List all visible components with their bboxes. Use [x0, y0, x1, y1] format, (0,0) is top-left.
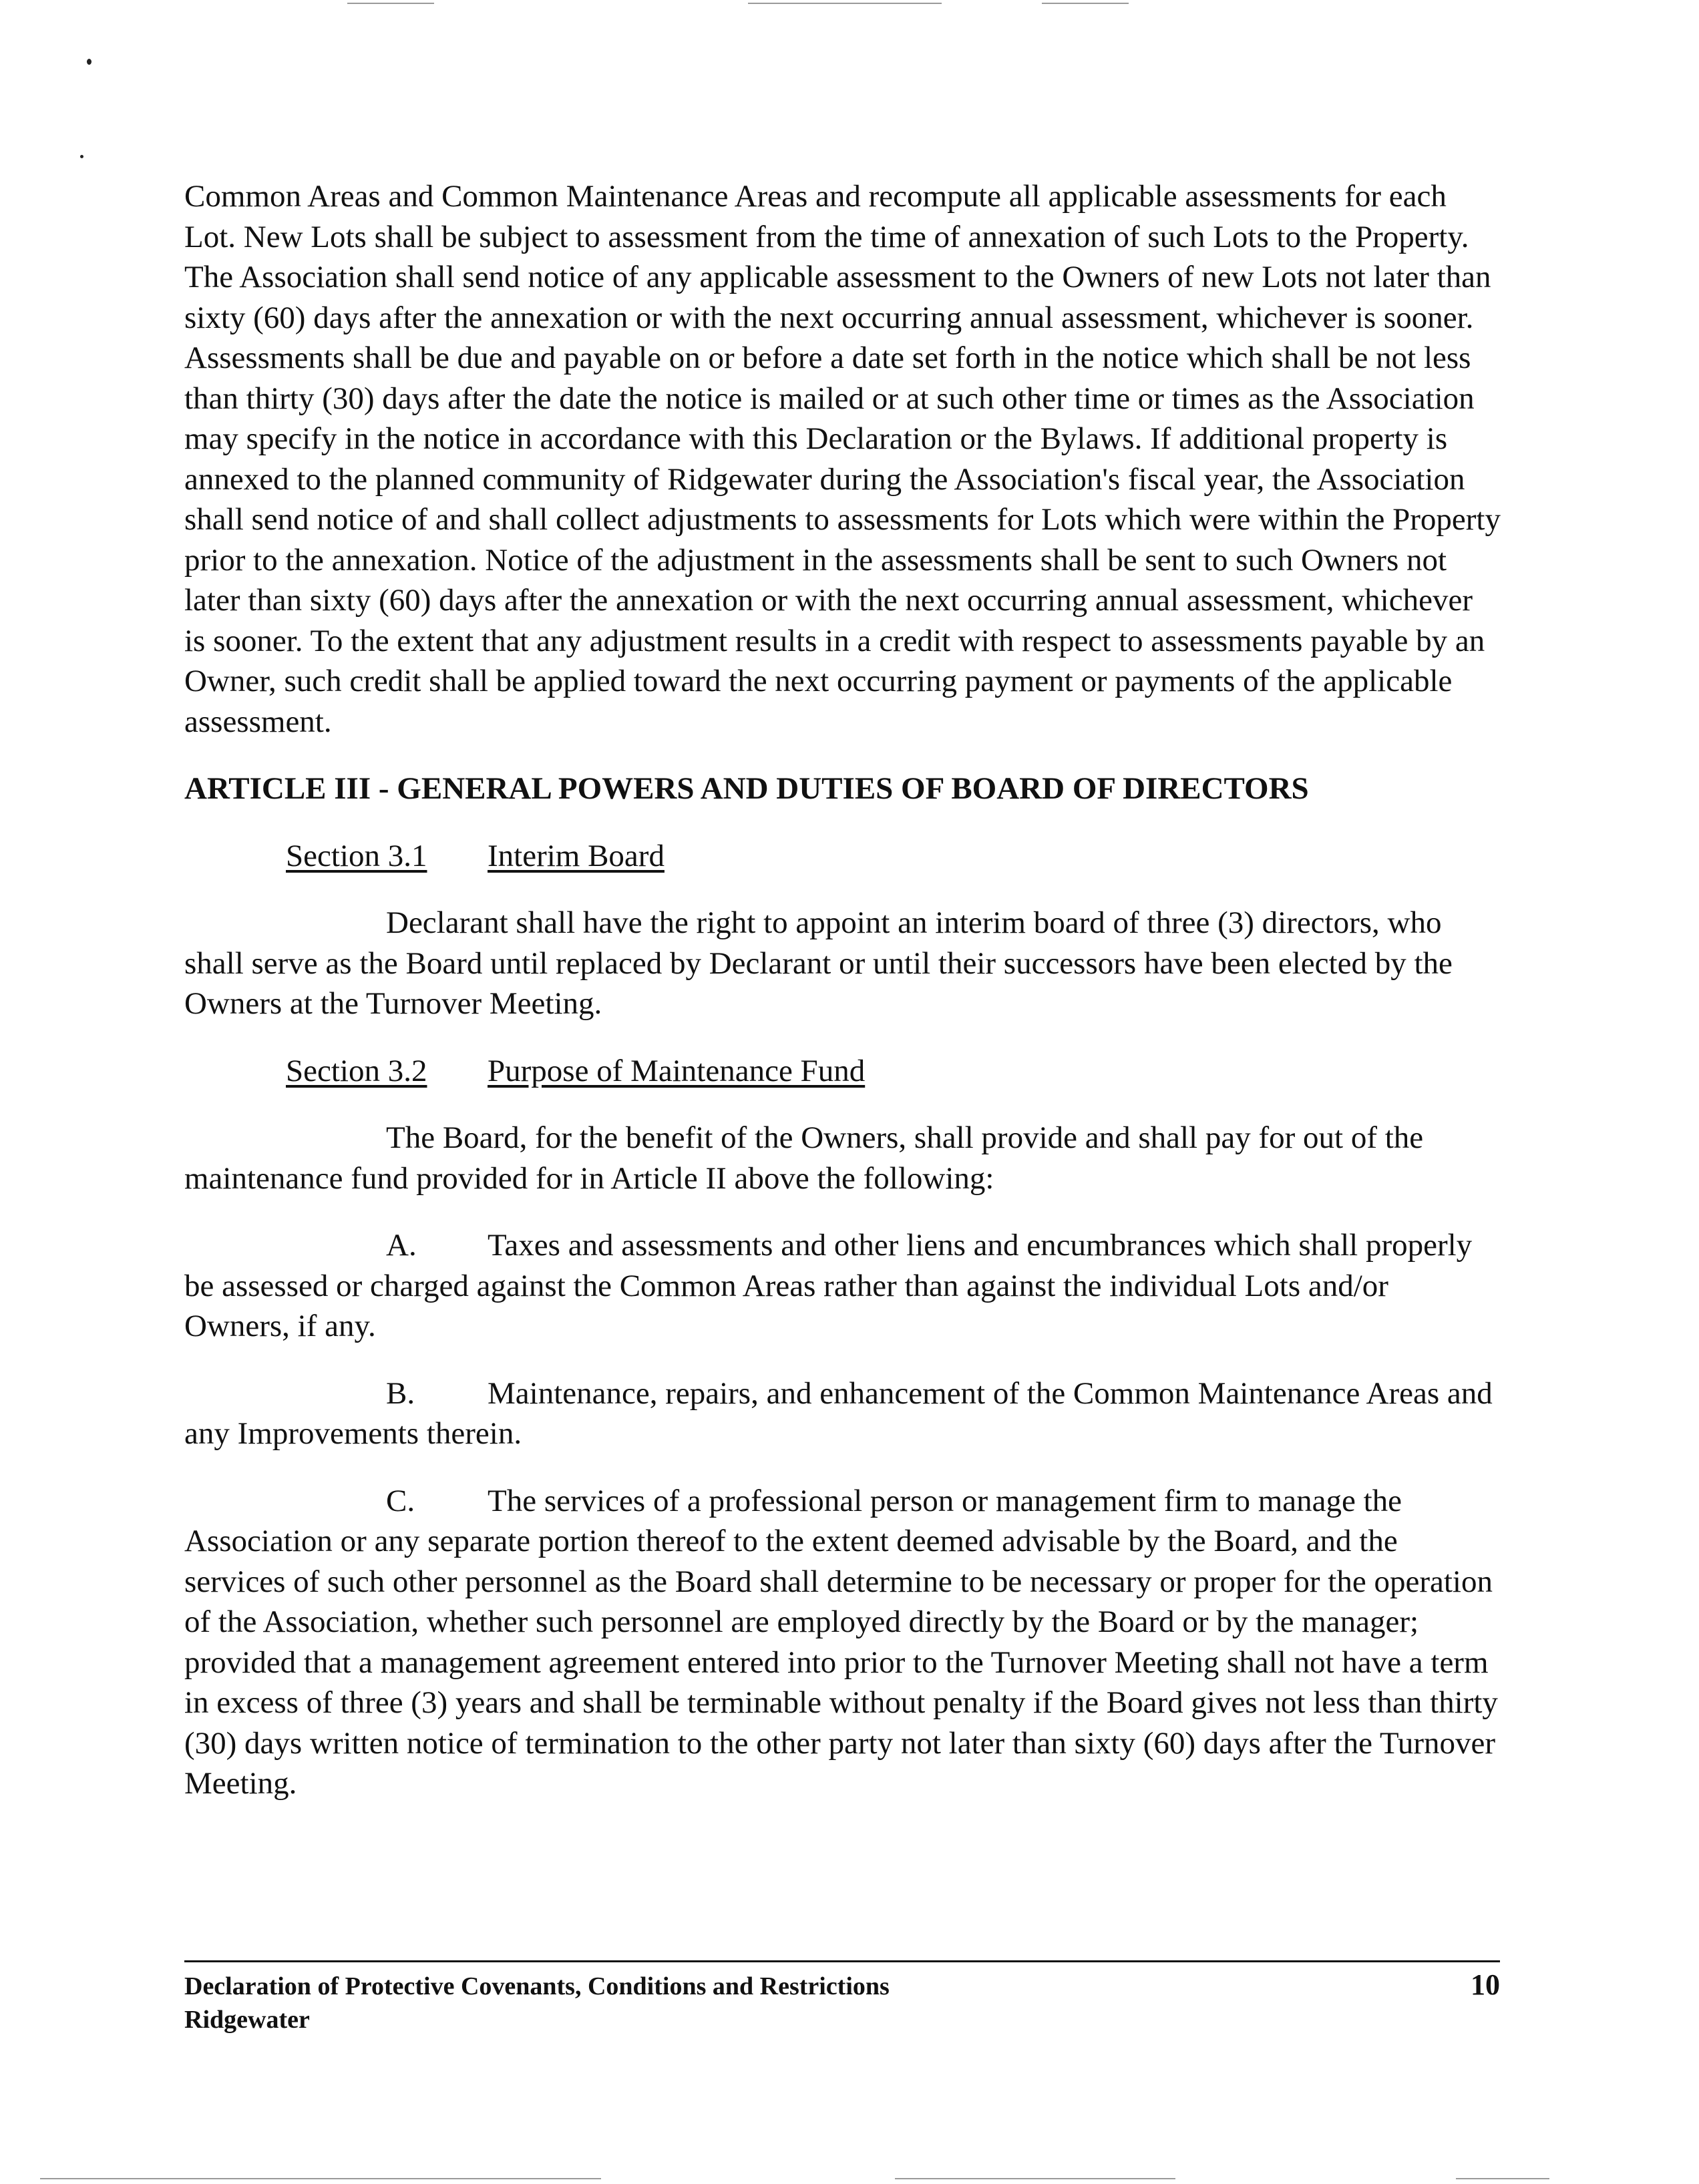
list-item-a	[184, 1225, 1501, 1347]
section-body-text: Declarant shall have the right to appoint an interim board of three (3) directors, who shall serve as the Board until replaced by Declarant or until their successors have been elected by the Owners at the Turnover Meeting.	[184, 905, 1453, 1021]
section-title: Purpose of Maintenance Fund	[488, 1053, 866, 1088]
list-item-letter: A.	[386, 1228, 417, 1263]
list-item-c	[184, 1481, 1501, 1804]
section-3-1-body	[184, 903, 1501, 1024]
scan-edge-line	[1456, 2178, 1549, 2179]
list-item-letter: B.	[386, 1375, 415, 1411]
document-body	[184, 176, 1501, 1804]
page-footer	[184, 1970, 1500, 2036]
section-3-1-header	[286, 836, 1501, 877]
section-3-2-header	[286, 1051, 1501, 1092]
section-number: Section 3.1	[286, 838, 427, 873]
scan-edge-line	[1042, 3, 1129, 4]
footer-subtitle: Ridgewater	[184, 2006, 310, 2034]
continuation-paragraph: Common Areas and Common Maintenance Areas and recompute all applicable assessments for each Lot. New Lots shall be subject to assessment from the time of annexation of such Lots to the Property. The Association shall send notice of any applicable assessment to the Owners of new Lots not later than sixty (60) days after the annexation or with the next occurring annual assessment, whichever is sooner. Assessments shall be due and payable on or before a date set forth in the notice which shall be not less than thirty (30) days after the date the notice is mailed or at such other time or times as the Association may specify in the notice in accordance with this Declaration or the Bylaws. If additional property is annexed to the planned community of Ridgewater during the Association's fiscal year, the Association shall send notice of and shall collect adjustments to assessments for Lots which were within the Property prior to the annexation. Notice of the adjustment in the assessments shall be sent to such Owners not later than sixty (60) days after the annexation or with the next occurring annual assessment, whichever is sooner. To the extent that any adjustment results in a credit with respect to assessments payable by an Owner, such credit shall be applied toward the next occurring payment or payments of the applicable assessment.	[184, 179, 1501, 739]
list-item-text: Maintenance, repairs, and enhancement of the Common Maintenance Areas and any Improvements therein.	[184, 1375, 1493, 1451]
section-title: Interim Board	[488, 838, 665, 873]
scan-edge-line	[895, 2178, 1175, 2179]
footer-document-title: Declaration of Protective Covenants, Conditions and Restrictions	[184, 1972, 890, 2000]
footer-divider	[184, 1960, 1500, 1962]
list-item-b	[184, 1373, 1501, 1454]
list-item-text: Taxes and assessments and other liens and encumbrances which shall properly be assessed or charged against the Common Areas rather than against the individual Lots and/or Owners, if any.	[184, 1228, 1473, 1343]
scan-speck	[80, 155, 83, 158]
list-item-text: The services of a professional person or management firm to manage the Association or any separate portion thereof to the extent deemed advisable by the Board, and the services of such other personnel as the Board shall determine to be necessary or proper for the operation of the Association, whether such personnel are employed directly by the Board or by the manager; provided that a management agreement entered into prior to the Turnover Meeting shall not have a term in excess of three (3) years and shall be terminable without penalty if the Board gives not less than thirty (30) days written notice of termination to the other party not later than sixty (60) days after the Turnover Meeting.	[184, 1483, 1498, 1801]
section-body-text: The Board, for the benefit of the Owners, shall provide and shall pay for out of the maintenance fund provided for in Article II above the following:	[184, 1120, 1424, 1196]
article-heading: ARTICLE III - GENERAL POWERS AND DUTIES OF BOARD OF DIRECTORS	[184, 771, 1309, 806]
section-number: Section 3.2	[286, 1053, 427, 1088]
page-number: 10	[1471, 1968, 1500, 2001]
list-item-letter: C.	[386, 1483, 415, 1518]
scan-speck	[87, 59, 91, 65]
scan-edge-line	[748, 3, 942, 4]
scan-edge-line	[347, 3, 434, 4]
section-3-2-body	[184, 1118, 1501, 1198]
scan-edge-line	[40, 2178, 601, 2179]
